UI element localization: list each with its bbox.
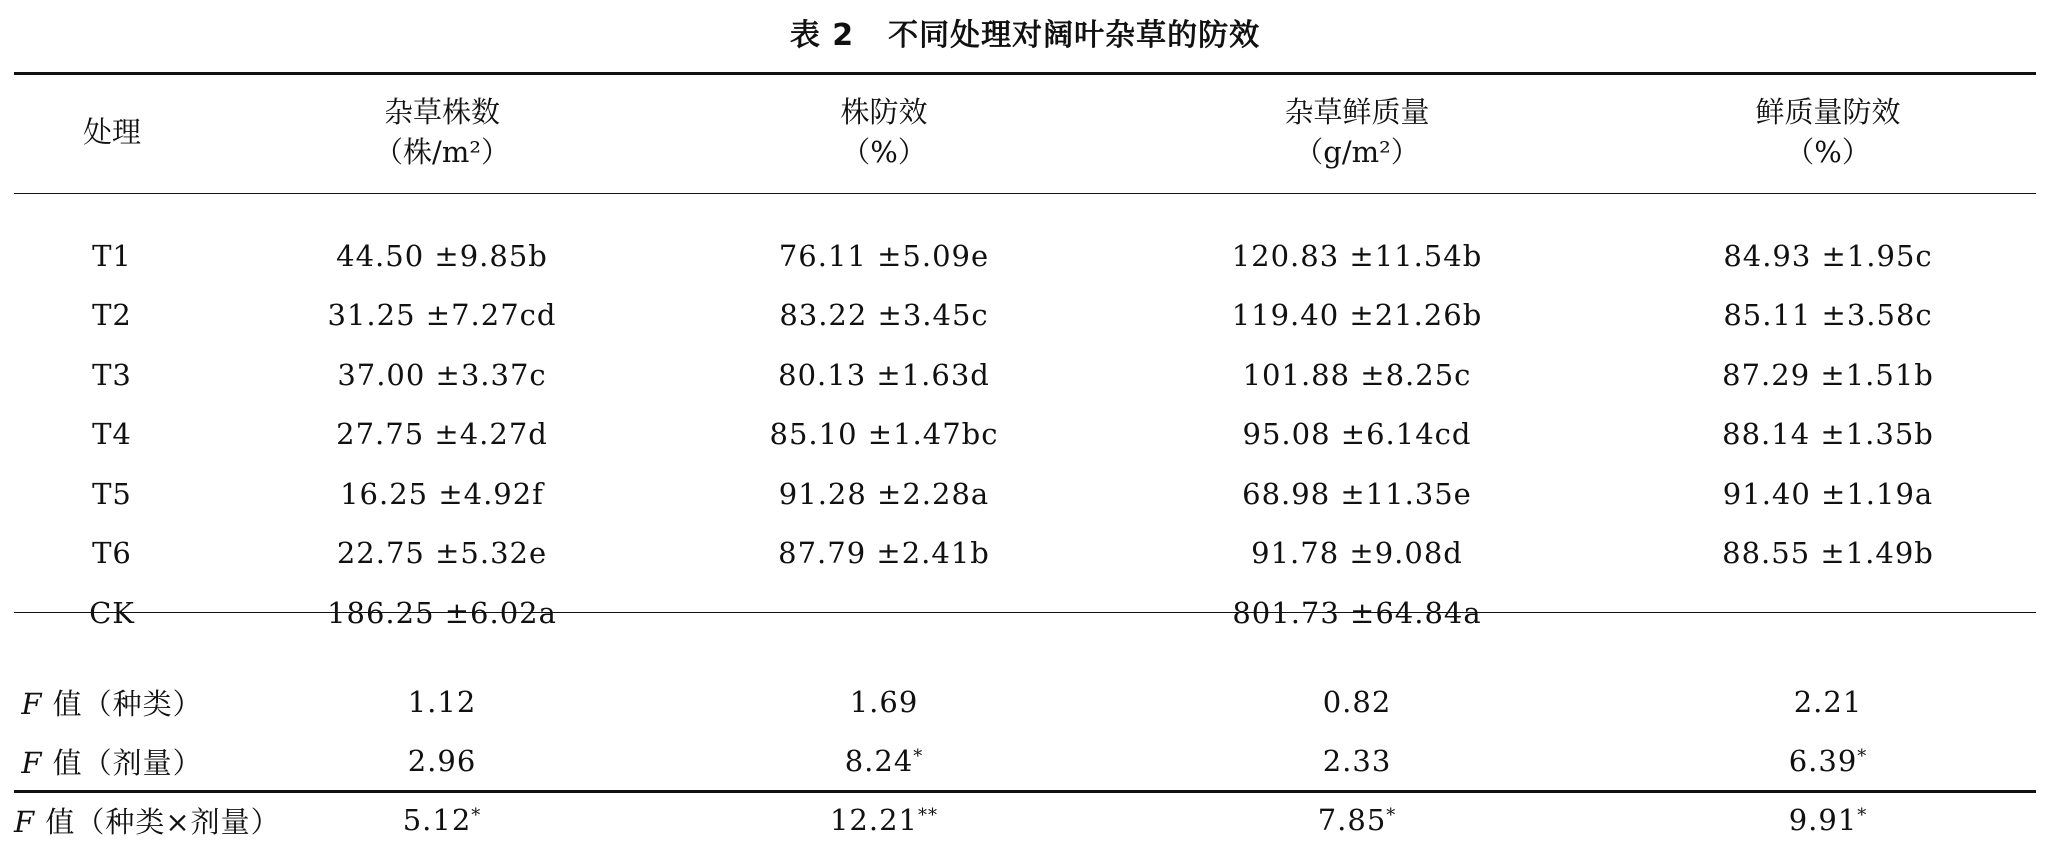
f-value: 2.21 [1793, 685, 1863, 719]
header-plant-efficacy [674, 72, 1094, 192]
header-treatment [14, 72, 210, 192]
plant-efficacy-f [674, 673, 1094, 732]
treatment-cell: T3 [92, 357, 132, 392]
f-value: 12.21 [829, 803, 919, 837]
efficacy-table [14, 72, 2036, 850]
significance-mark: * [1857, 805, 1868, 826]
f-value-label [14, 673, 210, 732]
header-unit: （%） [841, 135, 927, 169]
plant-count-cell: 37.00 ±3.37c [337, 357, 547, 392]
weight-efficacy-cell: 85.11 ±3.58c [1723, 298, 1933, 333]
weight-efficacy-cell: 88.55 ±1.49b [1722, 536, 1934, 571]
table-row [14, 286, 2036, 346]
table-row [14, 524, 2036, 584]
plant-count-cell: 16.25 ±4.92f [340, 476, 544, 511]
treatment-cell: T5 [92, 476, 132, 511]
table-row [14, 226, 2036, 286]
header-unit: （g/m²） [1294, 135, 1420, 169]
header-label: 鲜质量防效 [1755, 95, 1901, 129]
plant-efficacy-cell [674, 583, 1094, 643]
plant-efficacy-cell: 91.28 ±2.28a [778, 476, 990, 511]
table-title: 不同处理对阔叶杂草的防效 [888, 18, 1261, 53]
stats-row [14, 673, 2036, 732]
fresh-weight-cell: 119.40 ±21.26b [1231, 298, 1483, 333]
f-value-kind: 值（种类×剂量） [45, 804, 281, 839]
weight-efficacy-cell: 84.93 ±1.95c [1723, 238, 1933, 273]
fresh-weight-cell: 68.98 ±11.35e [1242, 476, 1472, 511]
significance-mark: * [471, 805, 482, 826]
f-value: 6.39 [1788, 744, 1858, 778]
f-value: 1.69 [849, 685, 919, 719]
plant-efficacy-f [674, 732, 1094, 791]
f-value: 2.33 [1322, 744, 1392, 778]
weight-efficacy-f [1620, 673, 2036, 732]
table-row [14, 583, 2036, 643]
treatment-cell: T4 [92, 417, 132, 452]
weight-efficacy-cell: 91.40 ±1.19a [1722, 476, 1934, 511]
table-number: 表 2 [789, 18, 855, 53]
plant-count-cell: 186.25 ±6.02a [327, 595, 557, 630]
significance-mark: * [913, 746, 924, 767]
weight-efficacy-f [1620, 791, 2036, 850]
stats-row [14, 791, 2036, 850]
treatment-rows [14, 192, 2036, 643]
table-row [14, 345, 2036, 405]
fresh-weight-f [1094, 673, 1620, 732]
stats-row [14, 732, 2036, 791]
header-label: 杂草鲜质量 [1284, 95, 1430, 129]
plant-count-f [210, 673, 674, 732]
header-fresh-weight [1094, 72, 1620, 192]
fresh-weight-f [1094, 791, 1620, 850]
weight-efficacy-cell: 87.29 ±1.51b [1722, 357, 1934, 392]
weight-efficacy-cell [1620, 583, 2036, 643]
treatment-cell: T2 [92, 298, 132, 333]
table-caption [0, 14, 2050, 58]
table-header [14, 72, 2036, 192]
fresh-weight-f [1094, 732, 1620, 791]
fresh-weight-cell: 91.78 ±9.08d [1251, 536, 1463, 571]
f-value: 9.91 [1788, 803, 1858, 837]
header-row [14, 72, 2036, 192]
fresh-weight-cell: 95.08 ±6.14cd [1242, 417, 1472, 452]
header-label: 杂草株数 [383, 95, 500, 129]
f-value-rows [14, 643, 2036, 850]
plant-count-cell: 27.75 ±4.27d [336, 417, 548, 452]
treatment-cell: T6 [92, 536, 132, 571]
header-label: 株防效 [840, 95, 928, 129]
plant-count-cell: 44.50 ±9.85b [336, 238, 548, 273]
f-value: 0.82 [1322, 685, 1392, 719]
plant-efficacy-cell: 80.13 ±1.63d [778, 357, 990, 392]
fresh-weight-cell: 120.83 ±11.54b [1231, 238, 1483, 273]
treatment-cell: CK [89, 595, 135, 630]
significance-mark: * [1386, 805, 1397, 826]
header-weight-efficacy [1620, 72, 2036, 192]
header-unit: （%） [1785, 135, 1871, 169]
fresh-weight-cell: 101.88 ±8.25c [1242, 357, 1472, 392]
f-symbol: F [21, 745, 43, 780]
plant-count-cell: 31.25 ±7.27cd [327, 298, 557, 333]
f-value: 2.96 [407, 744, 477, 778]
weight-efficacy-f [1620, 732, 2036, 791]
f-value: 7.85 [1317, 803, 1387, 837]
plant-count-f [210, 732, 674, 791]
header-unit: （株/m²） [374, 135, 510, 169]
header-label: 处理 [82, 115, 141, 149]
table-row [14, 405, 2036, 465]
plant-efficacy-cell: 85.10 ±1.47bc [769, 417, 999, 452]
treatment-cell: T1 [92, 238, 132, 273]
plant-efficacy-cell: 83.22 ±3.45c [779, 298, 989, 333]
table-row [14, 464, 2036, 524]
f-value-kind: 值（剂量） [52, 745, 203, 780]
plant-efficacy-cell: 76.11 ±5.09e [778, 238, 990, 273]
f-symbol: F [21, 686, 43, 721]
f-value: 1.12 [407, 685, 477, 719]
f-value: 8.24 [844, 744, 914, 778]
weight-efficacy-cell: 88.14 ±1.35b [1722, 417, 1934, 452]
significance-mark: * [1857, 746, 1868, 767]
significance-mark: ** [918, 805, 939, 826]
plant-efficacy-cell: 87.79 ±2.41b [778, 536, 990, 571]
f-value-label [14, 791, 281, 850]
plant-efficacy-f [674, 791, 1094, 850]
f-value: 5.12 [402, 803, 472, 837]
header-plant-count [210, 72, 674, 192]
plant-count-cell: 22.75 ±5.32e [336, 536, 548, 571]
f-value-label [14, 732, 210, 791]
f-value-kind: 值（种类） [52, 686, 203, 721]
fresh-weight-cell: 801.73 ±64.84a [1232, 595, 1482, 630]
f-symbol: F [14, 804, 36, 839]
